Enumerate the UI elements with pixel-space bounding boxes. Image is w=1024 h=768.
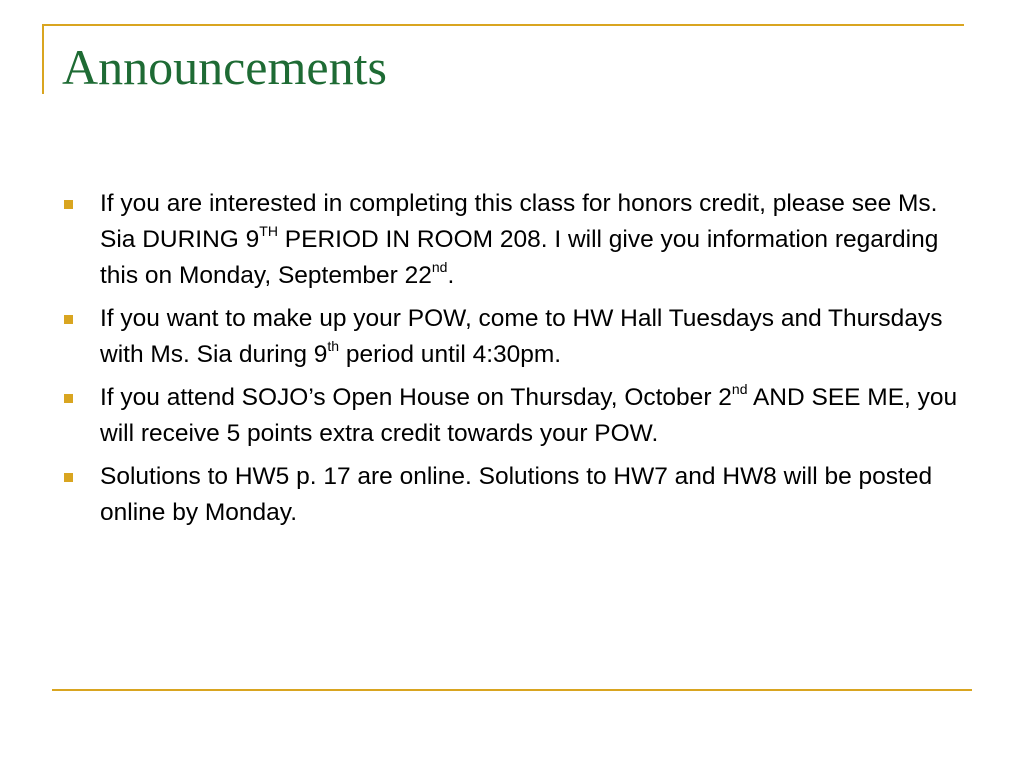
announcement-text: PERIOD IN ROOM 208. I will give you information regarding this on Monday, September 22 [100,226,939,289]
announcement-text: AND SEE ME, you will receive 5 points extra credit towards your POW. [100,384,958,447]
announcement-text: Solutions to HW5 p. 17 are online. Solutions to HW7 and HW8 will be posted online by Monday. [100,463,933,526]
title-frame-top-rule [42,24,964,26]
announcement-item-open-house [62,380,972,452]
slide-title: Announcements [62,39,387,95]
square-bullet-icon [64,473,73,482]
superscript-text: th [327,337,340,354]
square-bullet-icon [64,394,73,403]
announcement-text: If you attend SOJO’s Open House on Thursday, October 2 [100,384,732,411]
announcement-item-solutions [62,459,972,531]
superscript-text: TH [259,222,278,239]
announcement-text: If you are interested in completing this class for honors credit, please see Ms. Sia DURING 9 [100,190,938,253]
announcement-text: period until 4:30pm. [339,341,562,368]
bottom-rule [52,689,972,691]
square-bullet-icon [64,315,73,324]
title-frame-left-rule [42,24,44,94]
announcement-text: . [447,262,455,289]
announcement-item-honors [62,186,972,294]
announcement-list [62,186,972,538]
announcement-text: If you want to make up your POW, come to HW Hall Tuesdays and Thursdays with Ms. Sia during 9 [100,305,943,368]
superscript-text: nd [731,380,748,397]
announcement-item-pow-makeup [62,301,972,373]
square-bullet-icon [64,200,73,209]
superscript-text: nd [431,258,448,275]
